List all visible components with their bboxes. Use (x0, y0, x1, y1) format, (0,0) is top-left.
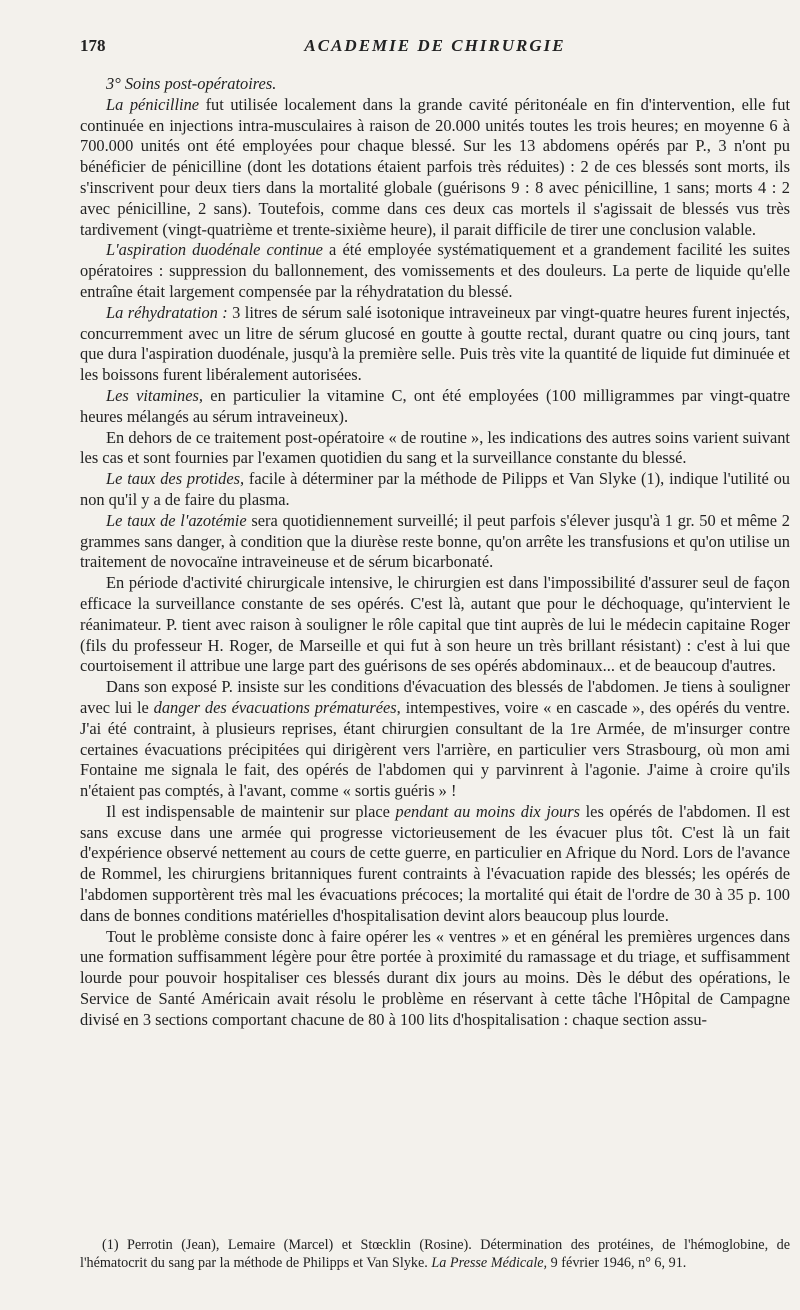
paragraph-vitamines (80, 386, 790, 428)
paragraph-reanimateur (80, 573, 790, 677)
paragraph-text: En période d'activité chirurgicale intensive, le chirurgien est dans l'impossibilité d'assurer seul de façon efficace la surveillance constante de ses opérés. C'est là, autant que pour le déchoquage, qu'intervient le réanimateur. P. tient avec raison à souligner le rôle capital que tint auprès de lui le médecin capitaine Roger (fils du professeur H. Roger, de Marseille et qui fut à son heure un très brillant résistant) : c'est à lui que courtoisement il attribue une large part des guérisons de ses opérés abdominaux... et de beaucoup d'autres. (80, 573, 790, 676)
paragraph-rehydratation (80, 303, 790, 386)
paragraph-protides (80, 469, 790, 511)
paragraph-lead: La pénicilline (106, 94, 200, 114)
paragraph-penicilline (80, 95, 790, 241)
paragraph-text: En dehors de ce traitement post-opératoire « de routine », les indications des autres soins varient suivant les cas et sont fournies par l'examen quotidien du sang et la surveillance constante du blessé. (80, 427, 790, 468)
paragraph-emphasis: pendant au moins dix jours (395, 801, 581, 821)
paragraph-text: Dans son exposé P. insiste sur les conditions d'évacuation des blessés de l'abdomen. Je tiens à souligner avec lui le (80, 677, 790, 717)
paragraph-tail: , intempestives, voire « en cascade », des opérés du ventre. J'ai été contraint, à plusieurs reprises, étant chirurgien consultant de la 1re Armée, de m'insurger contre certaines évacuations précipitées qui dirigèrent vers l'arrière, en particulier vers Strasbourg, où mon ami Fontaine me signala le fait, des opérés de l'abdomen qui y parvinrent à l'agonie. J'aime à croire qu'ils n'étaient pas comptés, à l'avant, comme « sortis guéris » ! (80, 697, 790, 801)
paragraph-text: sera quotidiennement surveillé; il peut parfois s'élever jusqu'à 1 gr. 50 et même 2 grammes sans danger, à condition que la diurèse reste bonne, qu'on arrête les transfusions et qu'on utilise un traitement de novocaïne intraveineuse et de sérum bicarbonaté. (80, 510, 790, 572)
paragraph-lead: Les vitamines, (106, 385, 203, 405)
paragraph-lead: Le taux de l'azotémie (106, 510, 247, 530)
footnote (80, 1236, 790, 1272)
footnote-tail: 9 février 1946, n° 6, 91. (547, 1255, 687, 1271)
section-heading-text: 3° Soins post-opératoires. (106, 74, 277, 93)
paragraph-text: Il est indispensable de maintenir sur place (106, 801, 396, 821)
paragraph-tail: les opérés de l'abdomen. Il est sans excuse dans une armée qui progresse victorieusement de les évacuer plus tôt. C'est là un fait d'expérience observé nettement au cours de cette guerre, en particulier en Afrique du Nord. Lors de l'avance de Rommel, les chirurgiens britanniques furent contraints à l'évacuation rapide des blessés; les opérés de l'abdomen supportèrent très mal les évacuations précoces; la mortalité qui était de l'ordre de 30 à 35 p. 100 dans de bonnes conditions matérielles d'hospitalisation devint alors beaucoup plus lourde. (80, 801, 790, 925)
paragraph-text: Tout le problème consiste donc à faire opérer les « ventres » et en général les premières urgences dans une formation suffisamment légère pour être portée à proximité du ramassage et du triage, et suffisamment lourde pour pouvoir hospitaliser ces blessés durant dix jours au moins. Dès le début des opérations, le Service de Santé Américain avait résolu le problème en réservant à cette tâche l'Hôpital de Campagne divisé en 3 sections comportant chacune de 80 à 100 lits d'hospitalisation : chaque section assu- (80, 926, 790, 1029)
paragraph-lead: Le taux des protides, (106, 469, 245, 489)
paragraph-text: facile à déterminer par la méthode de Pilipps et Van Slyke (1), indique l'utilité ou non qu'il y a de faire du plasma. (80, 469, 790, 509)
paragraph-evacuation (80, 677, 790, 802)
running-title: ACADEMIE DE CHIRURGIE (304, 36, 566, 55)
paragraph-routine (80, 428, 790, 470)
paragraph-text: 3 litres de sérum salé isotonique intraveineux par vingt-quatre heures furent injectés, concurremment avec un litre de sérum glucosé en goutte à goutte rectal, durant quatre ou cinq jours, tant que dura l'aspiration duodénale, jusqu'à la première selle. Puis très vite la quantité de liquide fut diminuée et les boissons furent libéralement autorisées. (80, 302, 791, 385)
page-number: 178 (80, 36, 106, 55)
page-header (80, 36, 790, 60)
paragraph-text: a été employée systématiquement et a grandement facilité les suites opératoires : suppression du ballonnement, des vomissements et des douleurs. La perte de liquide qu'elle entraîne était largement compensée par la réhydratation du blessé. (80, 240, 790, 301)
paragraph-azotemie (80, 511, 790, 573)
footnotes (80, 1236, 790, 1272)
paragraph-lead: La réhydratation : (106, 302, 228, 322)
section-heading (80, 74, 790, 95)
paragraph-text: en particulier la vitamine C, ont été employées (100 milligrammes par vingt-quatre heures mélangés au sérum intraveineux). (80, 385, 790, 426)
footnote-journal: La Presse Médicale, (431, 1255, 548, 1271)
paragraph-dix-jours (80, 802, 790, 927)
paragraph-emphasis: danger des évacuations prématurées (153, 697, 397, 717)
paragraph-text: fut utilisée localement dans la grande cavité péritonéale en fin d'intervention, elle fut continuée en injections intra-musculaires à raison de 20.000 unités toutes les trois heures; en moyenne 6 à 700.000 unités ont été employées pour chaque blessé. Sur les 13 abdomens opérés par P., 3 n'ont pu bénéficier de pénicilline (dont les dotations étaient parfois très réduites) : 2 de ces blessés sont morts, ils s'inscrivent pour deux tiers dans la mortalité globale (guérisons 9 : 8 avec pénicilline, 1 sans; morts 4 : 2 avec pénicilline, 2 sans). Toutefois, comme dans ces deux cas mortels il s'agissait de blessés vus très tardivement (vingt-quatrième et trente-sixième heure), il parait difficile de tirer une conclusion valable. (80, 94, 791, 239)
paragraph-aspiration (80, 240, 790, 302)
body-text (80, 74, 790, 1031)
footnote-text: (1) Perrotin (Jean), Lemaire (Marcel) et Stœcklin (Rosine). Détermination des protéines, de l'hémoglobine, de l'hématocrit du sang par la méthode de Philipps et Van Slyke. (80, 1237, 790, 1271)
paragraph-lead: L'aspiration duodénale continue (106, 240, 323, 260)
paragraph-probleme (80, 927, 790, 1031)
